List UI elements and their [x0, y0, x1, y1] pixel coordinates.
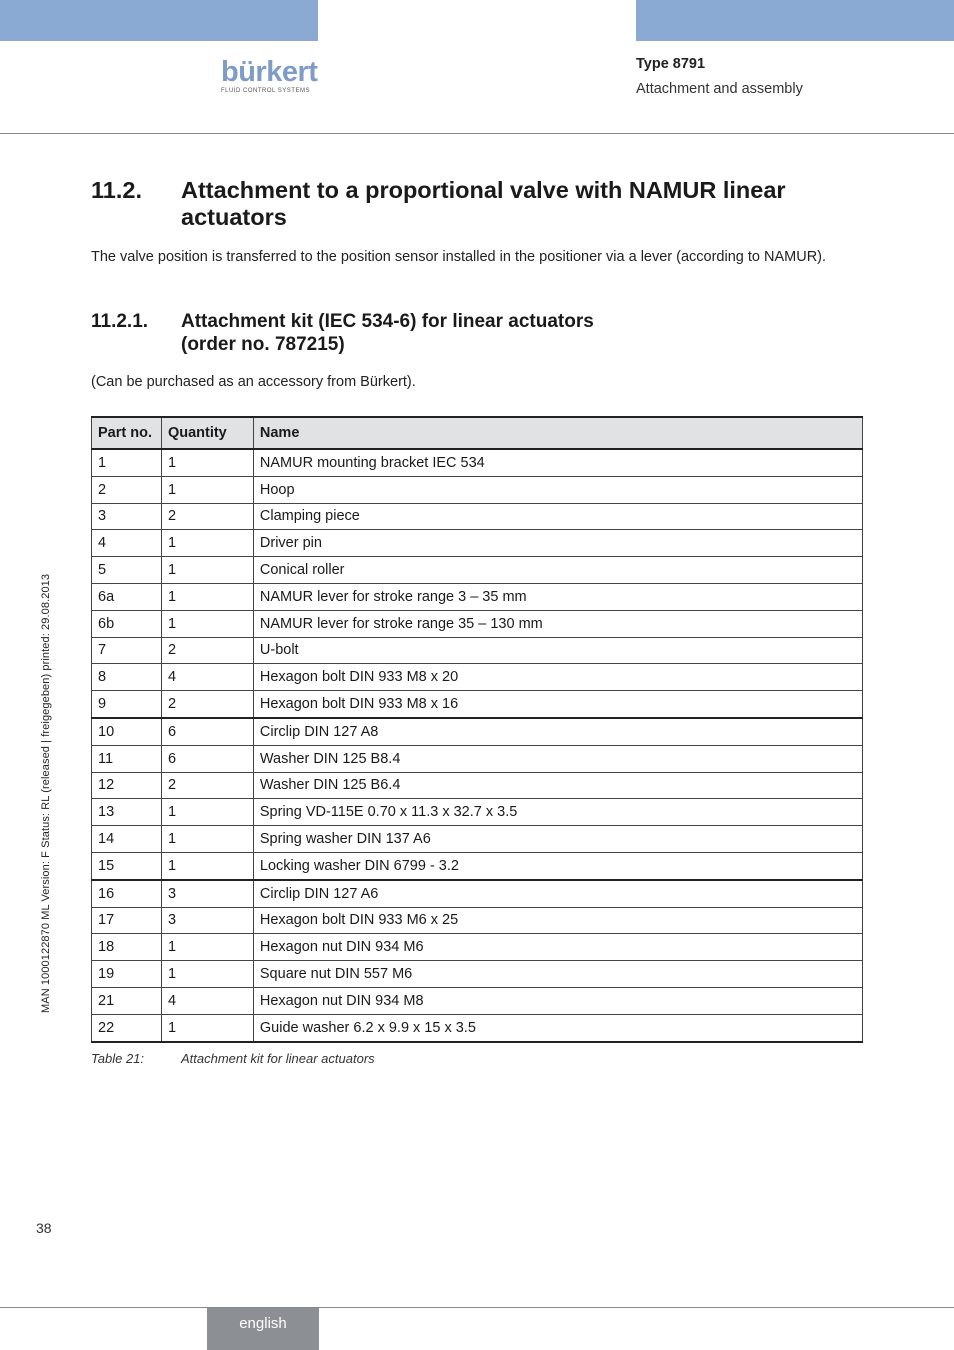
cell-part-no: 17 — [92, 907, 162, 934]
cell-name: Washer DIN 125 B8.4 — [253, 745, 862, 772]
cell-name: Hexagon nut DIN 934 M6 — [253, 934, 862, 961]
cell-name: Hexagon bolt DIN 933 M6 x 25 — [253, 907, 862, 934]
cell-name: U-bolt — [253, 637, 862, 664]
cell-quantity: 1 — [161, 934, 253, 961]
table-row — [92, 664, 863, 691]
doc-section: Attachment and assembly — [636, 81, 803, 97]
section-title: Attachment to a proportional valve with NAMUR linear actuators — [181, 177, 786, 230]
cell-quantity: 1 — [161, 610, 253, 637]
cell-name: Spring washer DIN 137 A6 — [253, 826, 862, 853]
cell-quantity: 2 — [161, 691, 253, 718]
cell-part-no: 11 — [92, 745, 162, 772]
cell-quantity: 1 — [161, 557, 253, 584]
cell-name: Clamping piece — [253, 503, 862, 530]
table-row — [92, 1014, 863, 1041]
cell-quantity: 1 — [161, 1014, 253, 1041]
cell-part-no: 10 — [92, 718, 162, 745]
cell-part-no: 21 — [92, 987, 162, 1014]
cell-name: Spring VD-115E 0.70 x 11.3 x 32.7 x 3.5 — [253, 799, 862, 826]
cell-quantity: 2 — [161, 772, 253, 799]
table-body — [92, 449, 863, 1042]
cell-quantity: 4 — [161, 987, 253, 1014]
cell-name: NAMUR lever for stroke range 3 – 35 mm — [253, 583, 862, 610]
table-row — [92, 691, 863, 718]
subsection-number: 11.2.1. — [91, 311, 149, 332]
parts-table — [91, 416, 863, 1043]
header-band-left — [0, 0, 318, 41]
cell-name: NAMUR mounting bracket IEC 534 — [253, 449, 862, 476]
cell-part-no: 13 — [92, 799, 162, 826]
cell-name: Hexagon nut DIN 934 M8 — [253, 987, 862, 1014]
cell-quantity: 2 — [161, 503, 253, 530]
accessory-note: (Can be purchased as an accessory from Bürkert). — [91, 374, 416, 390]
page-number: 38 — [36, 1220, 52, 1236]
doc-type: Type 8791 — [636, 56, 706, 72]
cell-part-no: 3 — [92, 503, 162, 530]
cell-part-no: 9 — [92, 691, 162, 718]
cell-part-no: 14 — [92, 826, 162, 853]
column-header-quantity: Quantity — [161, 417, 253, 449]
cell-quantity: 1 — [161, 961, 253, 988]
section-paragraph: The valve position is transferred to the position sensor installed in the positioner via a lever (according to NAMUR). — [91, 249, 827, 265]
column-header-name: Name — [253, 417, 862, 449]
table-row — [92, 987, 863, 1014]
table-row — [92, 907, 863, 934]
table-row — [92, 799, 863, 826]
table-header-row — [92, 417, 863, 449]
cell-name: Circlip DIN 127 A8 — [253, 718, 862, 745]
cell-part-no: 5 — [92, 557, 162, 584]
cell-name: Hoop — [253, 476, 862, 503]
table-row — [92, 557, 863, 584]
cell-quantity: 1 — [161, 799, 253, 826]
header-band-right — [636, 0, 954, 41]
cell-part-no: 8 — [92, 664, 162, 691]
cell-name: Hexagon bolt DIN 933 M8 x 20 — [253, 664, 862, 691]
table-row — [92, 637, 863, 664]
cell-part-no: 22 — [92, 1014, 162, 1041]
cell-part-no: 18 — [92, 934, 162, 961]
cell-quantity: 3 — [161, 880, 253, 907]
cell-part-no: 16 — [92, 880, 162, 907]
cell-name: Circlip DIN 127 A6 — [253, 880, 862, 907]
table-row — [92, 961, 863, 988]
table-row — [92, 530, 863, 557]
cell-quantity: 2 — [161, 637, 253, 664]
cell-quantity: 1 — [161, 852, 253, 879]
cell-quantity: 1 — [161, 449, 253, 476]
table-row — [92, 745, 863, 772]
column-header-part-no: Part no. — [92, 417, 162, 449]
table-caption-text: Attachment kit for linear actuators — [181, 1051, 375, 1066]
table-row — [92, 772, 863, 799]
cell-name: Washer DIN 125 B6.4 — [253, 772, 862, 799]
table-row — [92, 718, 863, 745]
cell-name: Hexagon bolt DIN 933 M8 x 16 — [253, 691, 862, 718]
subsection-title-line1: Attachment kit (IEC 534-6) for linear actuators — [181, 311, 594, 332]
brand-tagline: FLUID CONTROL SYSTEMS — [221, 88, 310, 94]
table-row — [92, 934, 863, 961]
section-number: 11.2. — [91, 177, 142, 203]
table-caption-label: Table 21: — [91, 1051, 145, 1066]
cell-part-no: 1 — [92, 449, 162, 476]
cell-quantity: 1 — [161, 530, 253, 557]
table-row — [92, 449, 863, 476]
table-row — [92, 880, 863, 907]
cell-name: NAMUR lever for stroke range 35 – 130 mm — [253, 610, 862, 637]
subsection-title-line2: (order no. 787215) — [181, 334, 345, 355]
subsection-title — [181, 310, 781, 356]
table-row — [92, 852, 863, 879]
cell-quantity: 6 — [161, 718, 253, 745]
cell-quantity: 1 — [161, 476, 253, 503]
cell-part-no: 6b — [92, 610, 162, 637]
cell-name: Square nut DIN 557 M6 — [253, 961, 862, 988]
cell-quantity: 4 — [161, 664, 253, 691]
cell-name: Conical roller — [253, 557, 862, 584]
header-divider — [0, 133, 954, 134]
cell-name: Driver pin — [253, 530, 862, 557]
table-row — [92, 503, 863, 530]
brand-logo — [221, 58, 319, 94]
cell-part-no: 15 — [92, 852, 162, 879]
cell-part-no: 19 — [92, 961, 162, 988]
table-row — [92, 826, 863, 853]
language-tab[interactable]: english — [207, 1308, 319, 1350]
cell-name: Locking washer DIN 6799 - 3.2 — [253, 852, 862, 879]
footer-divider — [0, 1307, 954, 1308]
cell-part-no: 6a — [92, 583, 162, 610]
document-meta-vertical: MAN 1000122870 ML Version: F Status: RL (released | freigegeben) printed: 29.08.2013 — [40, 573, 52, 1013]
cell-part-no: 2 — [92, 476, 162, 503]
cell-quantity: 1 — [161, 826, 253, 853]
cell-quantity: 6 — [161, 745, 253, 772]
table-row — [92, 610, 863, 637]
cell-quantity: 3 — [161, 907, 253, 934]
cell-part-no: 12 — [92, 772, 162, 799]
table-row — [92, 583, 863, 610]
cell-part-no: 7 — [92, 637, 162, 664]
table-row — [92, 476, 863, 503]
cell-part-no: 4 — [92, 530, 162, 557]
cell-quantity: 1 — [161, 583, 253, 610]
cell-name: Guide washer 6.2 x 9.9 x 15 x 3.5 — [253, 1014, 862, 1041]
brand-name: bürkert — [221, 56, 318, 88]
